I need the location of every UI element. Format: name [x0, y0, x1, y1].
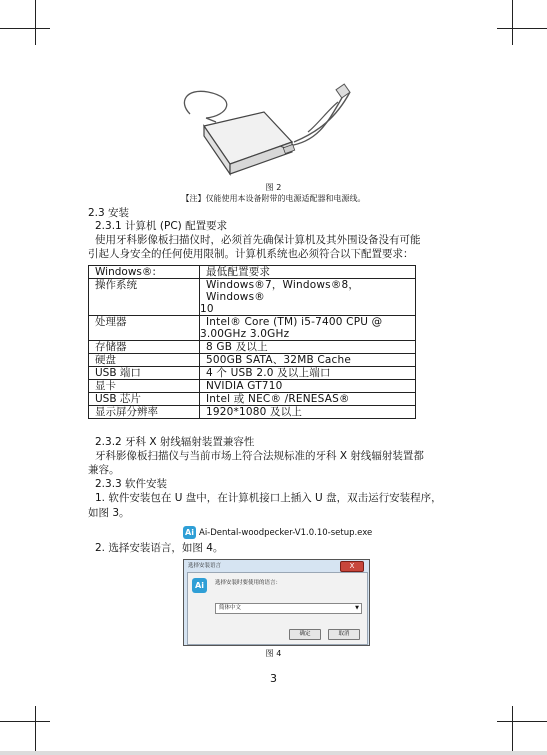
installer-app-icon[interactable]: Ai	[183, 526, 196, 539]
table-cell-value	[200, 316, 416, 341]
table-cell-value: 8 GB 及以上	[200, 341, 416, 354]
pc-requirements-table	[88, 265, 416, 419]
paragraph-line: 牙科影像板扫描仪与当前市场上符合法规标准的牙科 X 射线辐射装置都	[95, 450, 424, 462]
table-cell-key: USB 端口	[89, 367, 200, 380]
crop-mark-top-right	[497, 28, 547, 29]
section-2-3-1-heading: 2.3.1 计算机 (PC) 配置要求	[95, 220, 228, 232]
installer-app-icon: Ai	[192, 578, 207, 593]
chevron-down-icon: ▼	[355, 605, 359, 611]
paragraph-line: 使用牙科影像板扫描仪时，必须首先确保计算机及其外围设备没有可能	[95, 234, 421, 246]
table-row	[89, 316, 416, 341]
crop-mark-bottom-left	[0, 721, 50, 722]
table-cell-key: 存储器	[89, 341, 200, 354]
value-line-2: 10	[200, 303, 214, 315]
page-number: 3	[270, 672, 277, 685]
page-bottom-strip	[0, 751, 547, 755]
table-cell-value: 最低配置要求	[200, 266, 416, 279]
dialog-message: 选择安装时要使用的语言：	[215, 580, 282, 586]
figure-2-caption: 图 2	[265, 183, 282, 192]
table-cell-value: 1920*1080 及以上	[200, 406, 416, 419]
value-line-1: Windows®7，Windows®8，Windows®	[206, 279, 360, 303]
table-row	[89, 354, 416, 367]
table-cell-value: 4 个 USB 2.0 及以上端口	[200, 367, 416, 380]
table-row	[89, 341, 416, 354]
language-dialog	[183, 559, 370, 646]
table-cell-value: 500GB SATA、32MB Cache	[200, 354, 416, 367]
crop-mark-top-left	[35, 0, 36, 45]
ok-button[interactable]: 确定	[289, 629, 321, 640]
dialog-body	[187, 572, 368, 645]
table-row	[89, 279, 416, 316]
section-2-3-heading: 2.3 安装	[88, 207, 130, 219]
paragraph-line: 1. 软件安装包在 U 盘中，在计算机接口上插入 U 盘，双击运行安装程序，	[95, 492, 442, 504]
paragraph-line: 如图 3。	[88, 507, 130, 519]
installer-filename[interactable]: Ai-Dental-woodpecker-V1.0.10-setup.exe	[199, 528, 373, 538]
section-2-3-2-heading: 2.3.2 牙科 X 射线辐射装置兼容性	[95, 436, 255, 448]
table-cell-key: 显卡	[89, 380, 200, 393]
selected-language: 简体中文	[219, 605, 242, 611]
crop-mark-top-right	[512, 0, 513, 45]
paragraph-line: 引起人身安全的任何使用限制。计算机系统也必须符合以下配置要求：	[88, 248, 414, 260]
crop-mark-bottom-left	[35, 706, 36, 755]
language-select[interactable]	[215, 603, 362, 614]
power-adapter-image	[168, 82, 368, 182]
table-cell-value: Intel 或 NEC® /RENESAS®	[200, 393, 416, 406]
table-row	[89, 393, 416, 406]
table-cell-key: 硬盘	[89, 354, 200, 367]
cancel-button[interactable]: 取消	[328, 629, 360, 640]
section-2-3-3-heading: 2.3.3 软件安装	[95, 478, 168, 490]
crop-mark-bottom-right	[497, 721, 547, 722]
crop-mark-bottom-right	[512, 706, 513, 755]
table-cell-key: 操作系统	[89, 279, 200, 316]
table-cell-value: NVIDIA GT710	[200, 380, 416, 393]
paragraph-line: 2. 选择安装语言，如图 4。	[95, 542, 224, 554]
close-button[interactable]: X	[340, 561, 364, 572]
value-line-2: 3.00GHz 3.0GHz	[200, 328, 290, 340]
crop-mark-top-left	[0, 28, 50, 29]
figure-2-note: 【注】仅能使用本设备附带的电源适配器和电源线。	[181, 194, 366, 203]
table-cell-key: 显示屏分辨率	[89, 406, 200, 419]
table-row	[89, 406, 416, 419]
dialog-title: 选择安装语言	[188, 563, 222, 569]
table-row	[89, 266, 416, 279]
paragraph-line: 兼容。	[88, 464, 120, 476]
table-cell-key: USB 芯片	[89, 393, 200, 406]
table-row	[89, 380, 416, 393]
figure-4-caption: 图 4	[265, 649, 282, 658]
table-cell-key: 处理器	[89, 316, 200, 341]
table-cell-key: Windows®:	[89, 266, 200, 279]
table-row	[89, 367, 416, 380]
table-cell-value	[200, 279, 416, 316]
value-line-1: Intel® Core (TM) i5-7400 CPU @	[206, 316, 383, 328]
